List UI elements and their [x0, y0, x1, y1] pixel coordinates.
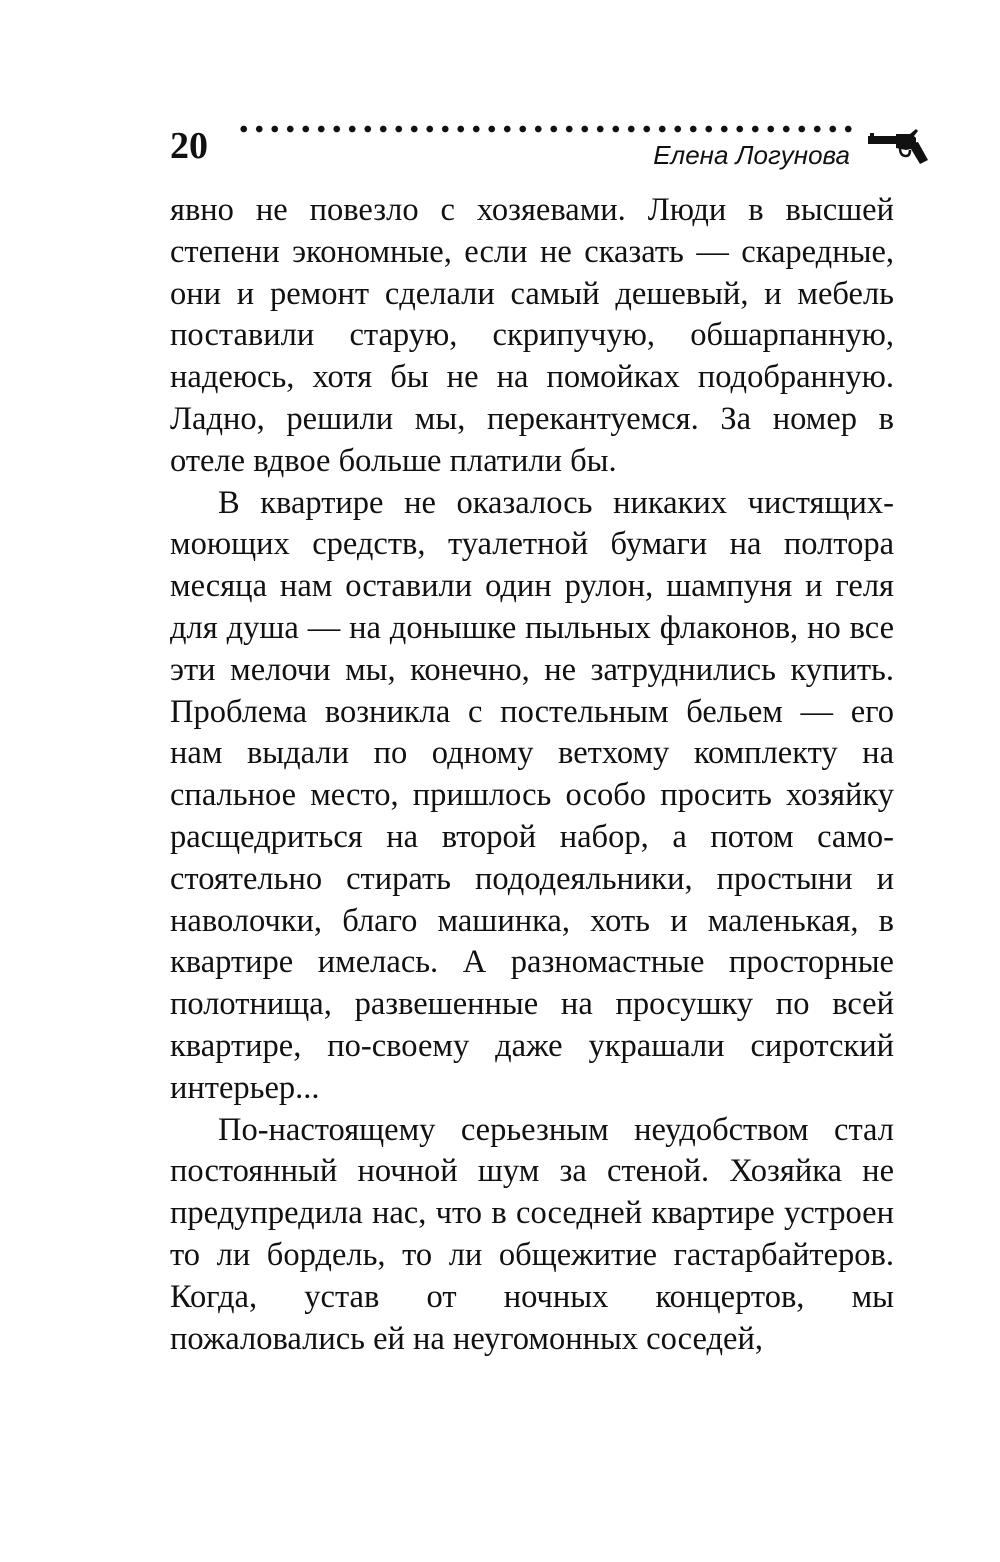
- body-text: [170, 190, 894, 1360]
- revolver-icon: [866, 126, 930, 166]
- dotted-leader: [236, 122, 856, 136]
- page-number: 20: [170, 125, 208, 167]
- paragraph-2: В квартире не оказалось никаких чистящих-моющих средств, туалетной бумаги на полтора месяца нам оставили один рулон, шампуня и геля для душа — на донышке пыльных флаконов, но все эти мелочи мы, конечно, не затруднились купить. Проблема возникла с постельным бельем — его нам выдали по одному ветхому комплекту на спальное место, пришлось особо просить хозяйку расщедриться на второй набор, а потом самостоятельно стирать пододеяльники, простыни и наволочки, благо машинка, хоть и маленькая, в квартире имелась. А разномастные просторные полотнища, развешенные на просушку по всей квартире, по-своему даже украшали сиротский интерьер...: [170, 484, 894, 1106]
- running-header: [170, 118, 930, 178]
- paragraph-3: По-настоящему серьезным неудобством стал постоянный ночной шум за стеной. Хозяйка не предупредила нас, что в соседней квартире устроен то ли бордель, то ли общежитие гастарбайтеров. Когда, устав от ночных концертов, мы пожаловались ей на неугомонных соседей,: [170, 1111, 894, 1357]
- author-name: Елена Логунова: [653, 140, 850, 170]
- paragraph-1: явно не повезло с хозяевами. Люди в высшей степени экономные, если не сказать — скаредные, они и ремонт сделали самый дешевый, и мебель поставили старую, скрипучую, обшарпанную, надеюсь, хотя бы не на помойках подобранную. Ладно, решили мы, перекантуемся. За номер в отеле вдвое больше платили бы.: [170, 192, 894, 479]
